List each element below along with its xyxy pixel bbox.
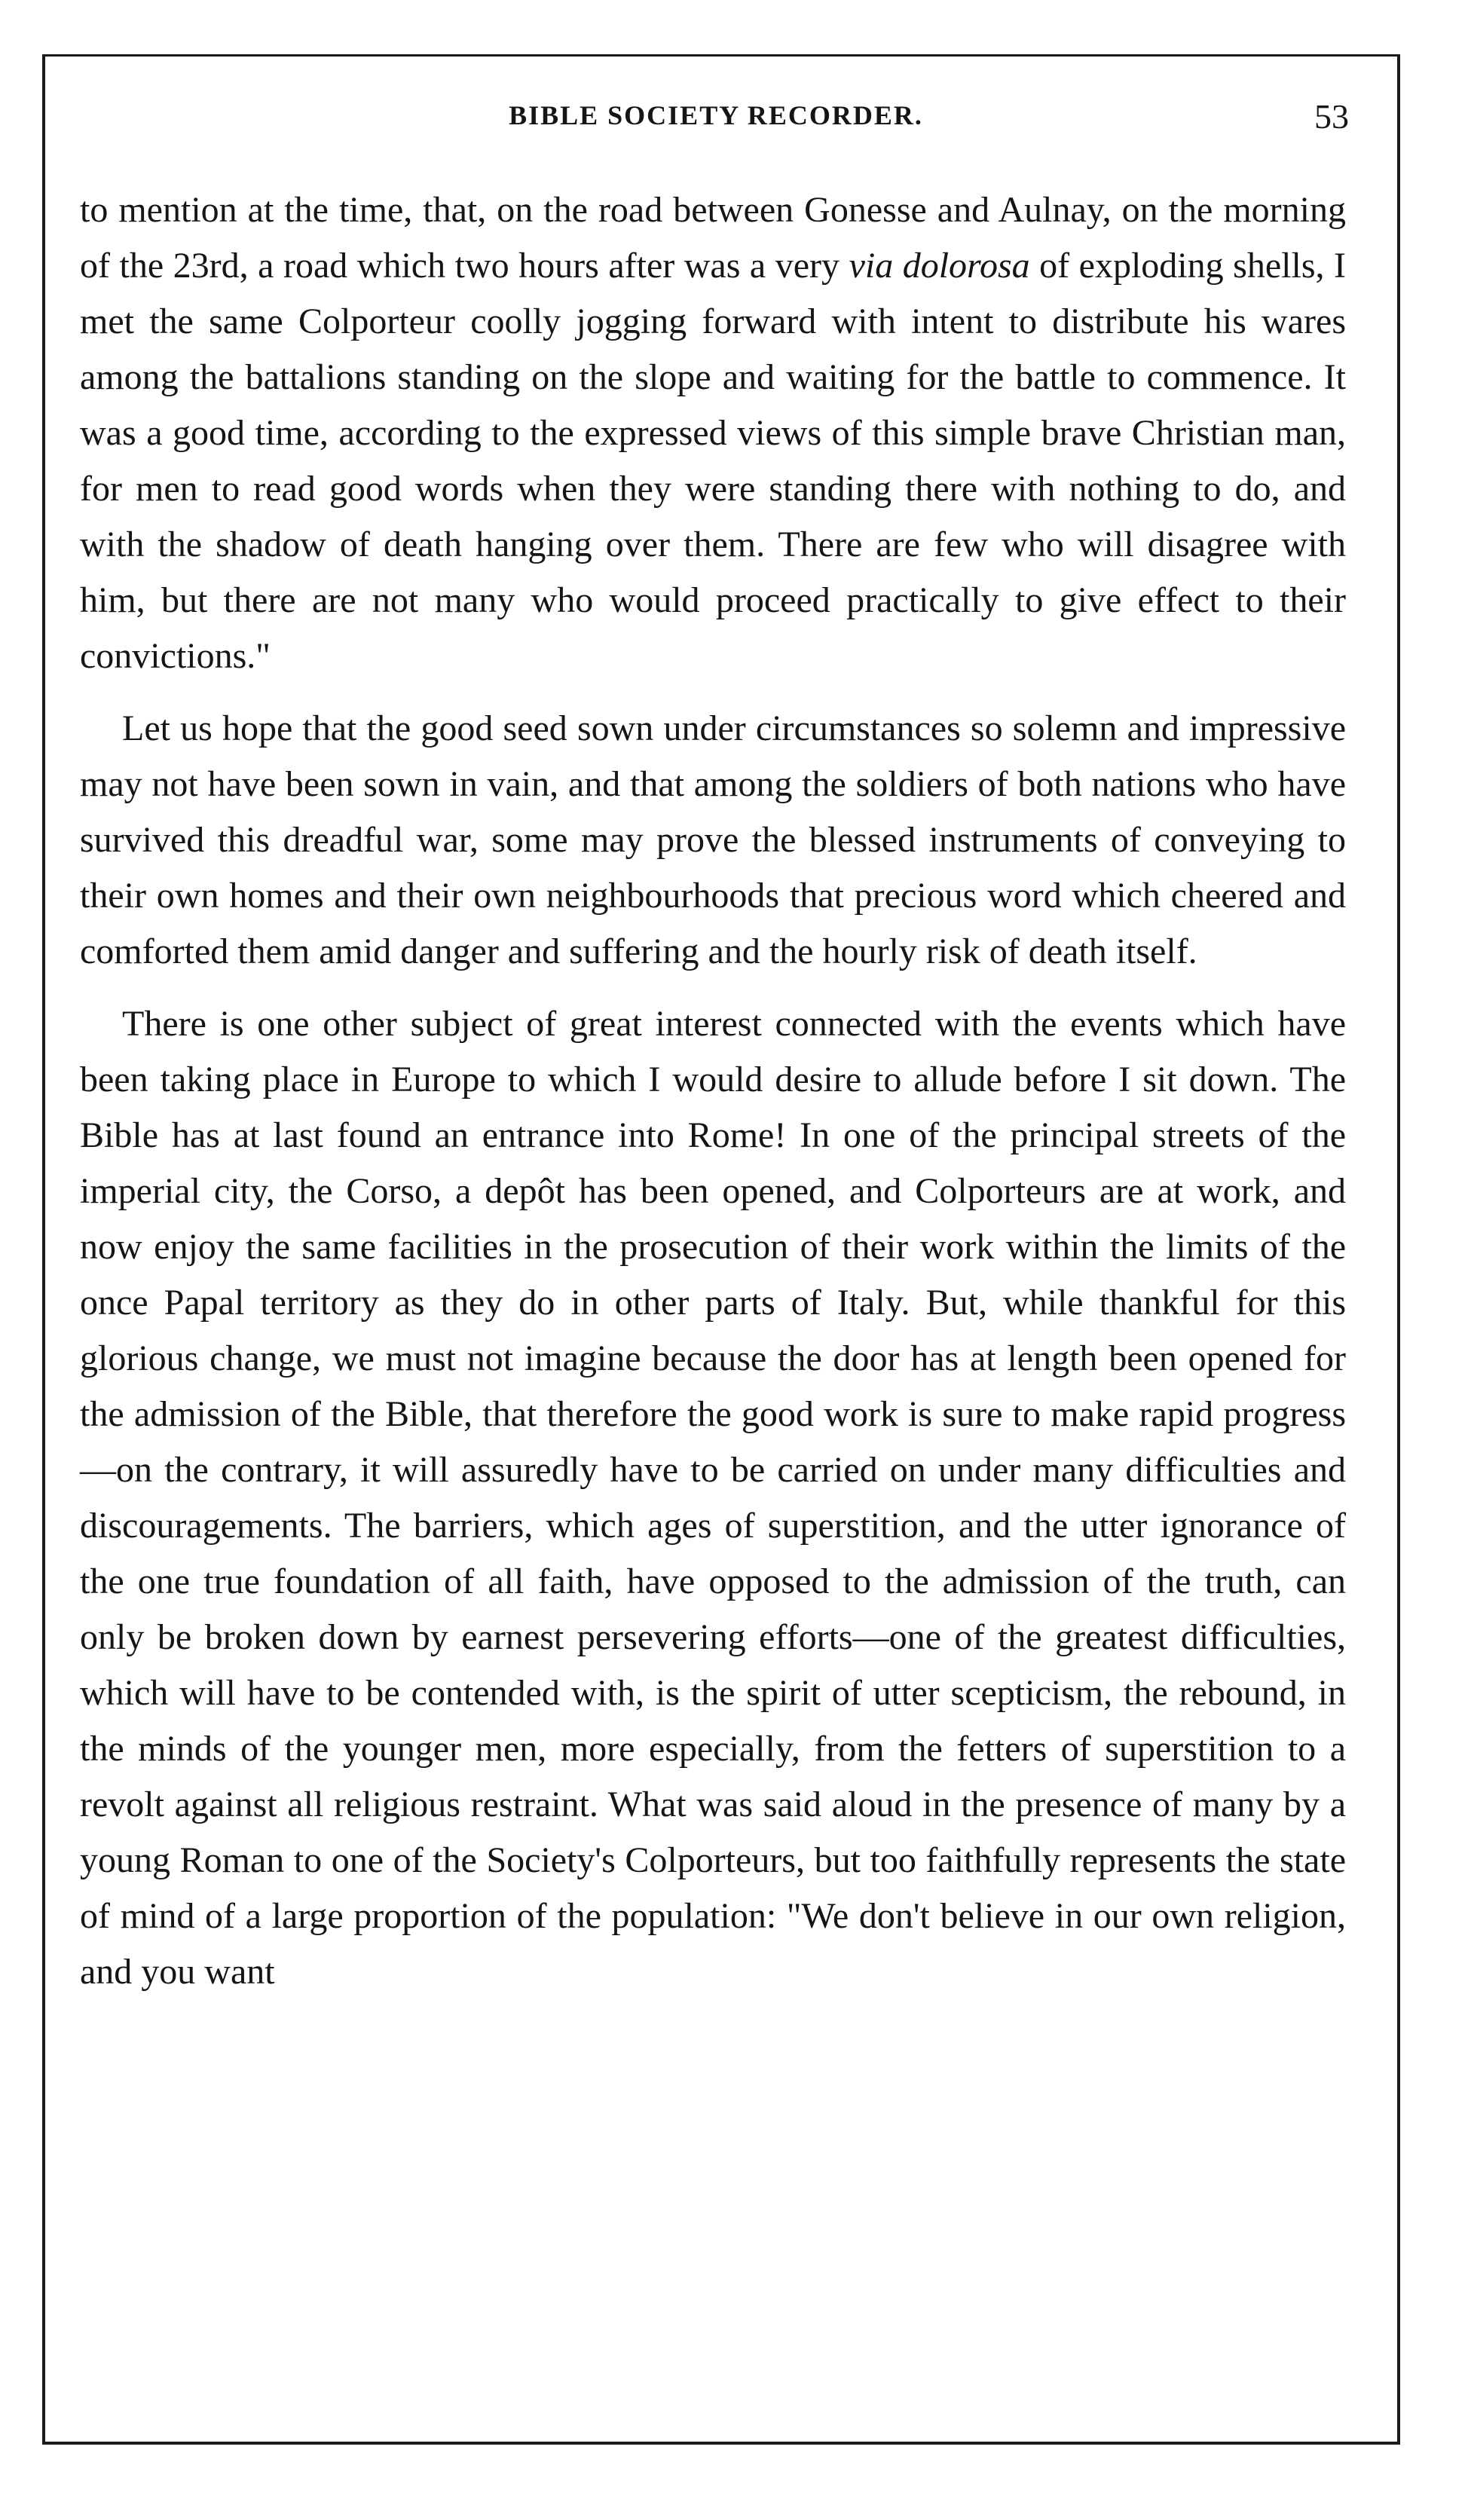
paragraph-3: There is one other subject of great interest connected with the events which have been taking place in Europe to which I would desire to allude before I sit down. The Bible has at last found an entrance into Rome! In one of the principal streets of the imperial city, the Corso, a depôt has been opened, and Colporteurs are at work, and now enjoy the same facilities in the prosecution of their work within the limits of the once Papal territory as they do in other parts of Italy. But, while thankful for this glorious change, we must not imagine because the door has at length been opened for the admission of the Bible, that therefore the good work is sure to make rapid progress—on the contrary, it will assuredly have to be carried on under many difficulties and discouragements. The barriers, which ages of superstition, and the utter ignorance of the one true foundation of all faith, have opposed to the admission of the truth, can only be broken down by earnest persevering efforts—one of the greatest difficulties, which will have to be contended with, is the spirit of utter scepticism, the rebound, in the minds of the younger men, more especially, from the fetters of superstition to a revolt against all religious restraint. What was said aloud in the presence of many by a young Roman to one of the Society's Colporteurs, but too faithfully represents the state of mind of a large proportion of the population: "We don't believe in our own religion, and you want: [80, 1004, 1346, 1992]
running-head: [75, 99, 1356, 145]
page-number: 53: [1314, 97, 1349, 136]
running-title: BIBLE SOCIETY RECORDER.: [509, 100, 923, 130]
paragraph-1-text-a: to mention at the time, that, on the road between Gonesse and Aulnay, on the morning of the 23rd, a road which two hours after was a very: [80, 190, 1346, 286]
paragraph-1-italic: via dolorosa: [849, 246, 1030, 286]
paragraph-1-text-b: of exploding shells, I met the same Colporteur coolly jogging forward with intent to distribute his wares among the battalions standing on the slope and waiting for the battle to commence. It was a good time, according to the expressed views of this simple brave Christian man, for men to read good words when they were standing there with nothing to do, and with the shadow of death hanging over them. There are few who will disagree with him, but there are not many who would proceed practically to give effect to their convictions.": [80, 246, 1346, 676]
body-text: [80, 182, 1346, 2000]
paragraph-2: Let us hope that the good seed sown under circumstances so solemn and impressive may not have been sown in vain, and that among the soldiers of both nations who have survived this dreadful war, some may prove the blessed instruments of conveying to their own homes and their own neighbourhoods that precious word which cheered and comforted them amid danger and suffering and the hourly risk of death itself.: [80, 708, 1346, 971]
paragraph-1: [80, 182, 1346, 684]
